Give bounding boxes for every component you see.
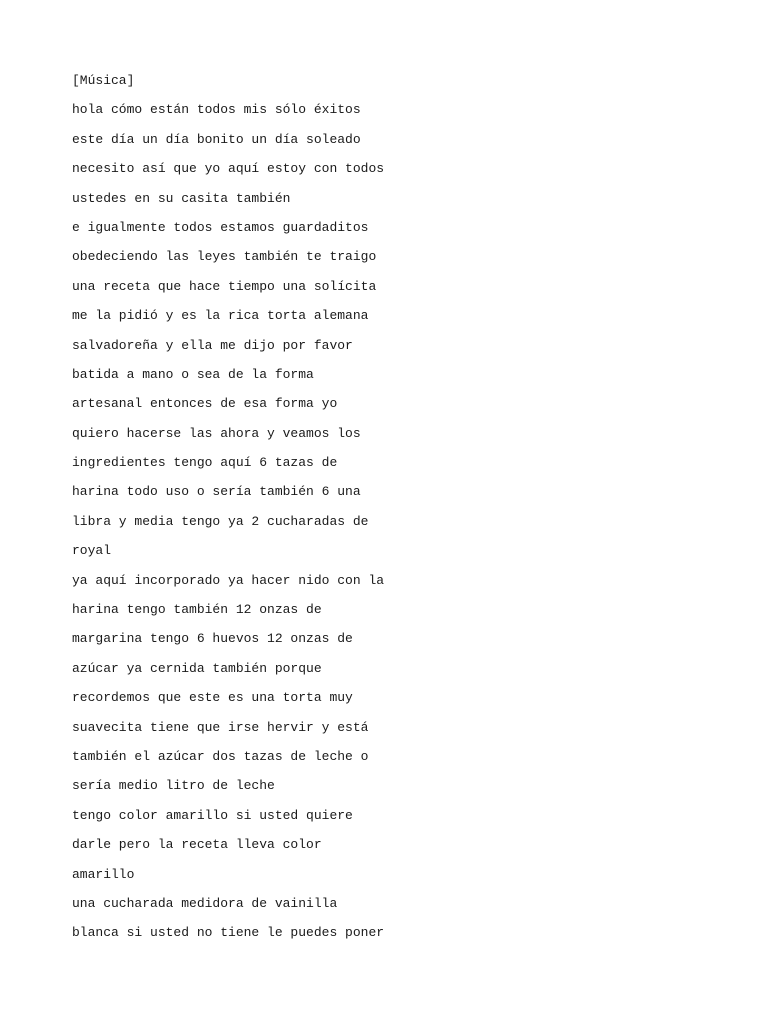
transcript-line: una cucharada medidora de vainilla (72, 895, 338, 911)
transcript-line: suavecita tiene que irse hervir y está (72, 719, 369, 735)
transcript-line: este día un día bonito un día soleado (72, 131, 361, 147)
transcript-line: azúcar ya cernida también porque (72, 660, 322, 676)
transcript-line: tengo color amarillo si usted quiere (72, 807, 353, 823)
transcript-line: ya aquí incorporado ya hacer nido con la (72, 572, 385, 588)
transcript-line: obedeciendo las leyes también te traigo (72, 249, 377, 265)
transcript-line: necesito así que yo aquí estoy con todos (72, 161, 385, 177)
transcript-line: batida a mano o sea de la forma (72, 366, 314, 382)
transcript-line: e igualmente todos estamos guardaditos (72, 219, 369, 235)
transcript-line: [Música] (72, 73, 135, 88)
transcript-line: hola cómo están todos mis sólo éxitos (72, 102, 361, 118)
transcript-line: blanca si usted no tiene le puedes poner (72, 925, 385, 941)
transcript-line: una receta que hace tiempo una solícita (72, 278, 377, 294)
transcript-line: ustedes en su casita también (72, 190, 291, 206)
transcript-line: libra y media tengo ya 2 cucharadas de (72, 513, 369, 529)
transcript-line: sería medio litro de leche (72, 778, 275, 794)
transcript-line: recordemos que este es una torta muy (72, 690, 353, 706)
transcript-line: harina tengo también 12 onzas de (72, 602, 322, 618)
transcript-line: también el azúcar dos tazas de leche o (72, 748, 369, 764)
transcript-line: royal (72, 543, 112, 559)
transcript-line: artesanal entonces de esa forma yo (72, 396, 338, 412)
transcript-line: ingredientes tengo aquí 6 tazas de (72, 455, 338, 471)
transcript-line: harina todo uso o sería también 6 una (72, 484, 361, 500)
transcript-line: darle pero la receta lleva color (72, 837, 322, 853)
transcript-page (72, 66, 712, 948)
transcript-line: margarina tengo 6 huevos 12 onzas de (72, 631, 353, 647)
transcript-line: salvadoreña y ella me dijo por favor (72, 337, 353, 353)
transcript-line: amarillo (72, 866, 135, 882)
transcript-line: me la pidió y es la rica torta alemana (72, 308, 369, 324)
transcript-line: quiero hacerse las ahora y veamos los (72, 425, 361, 441)
